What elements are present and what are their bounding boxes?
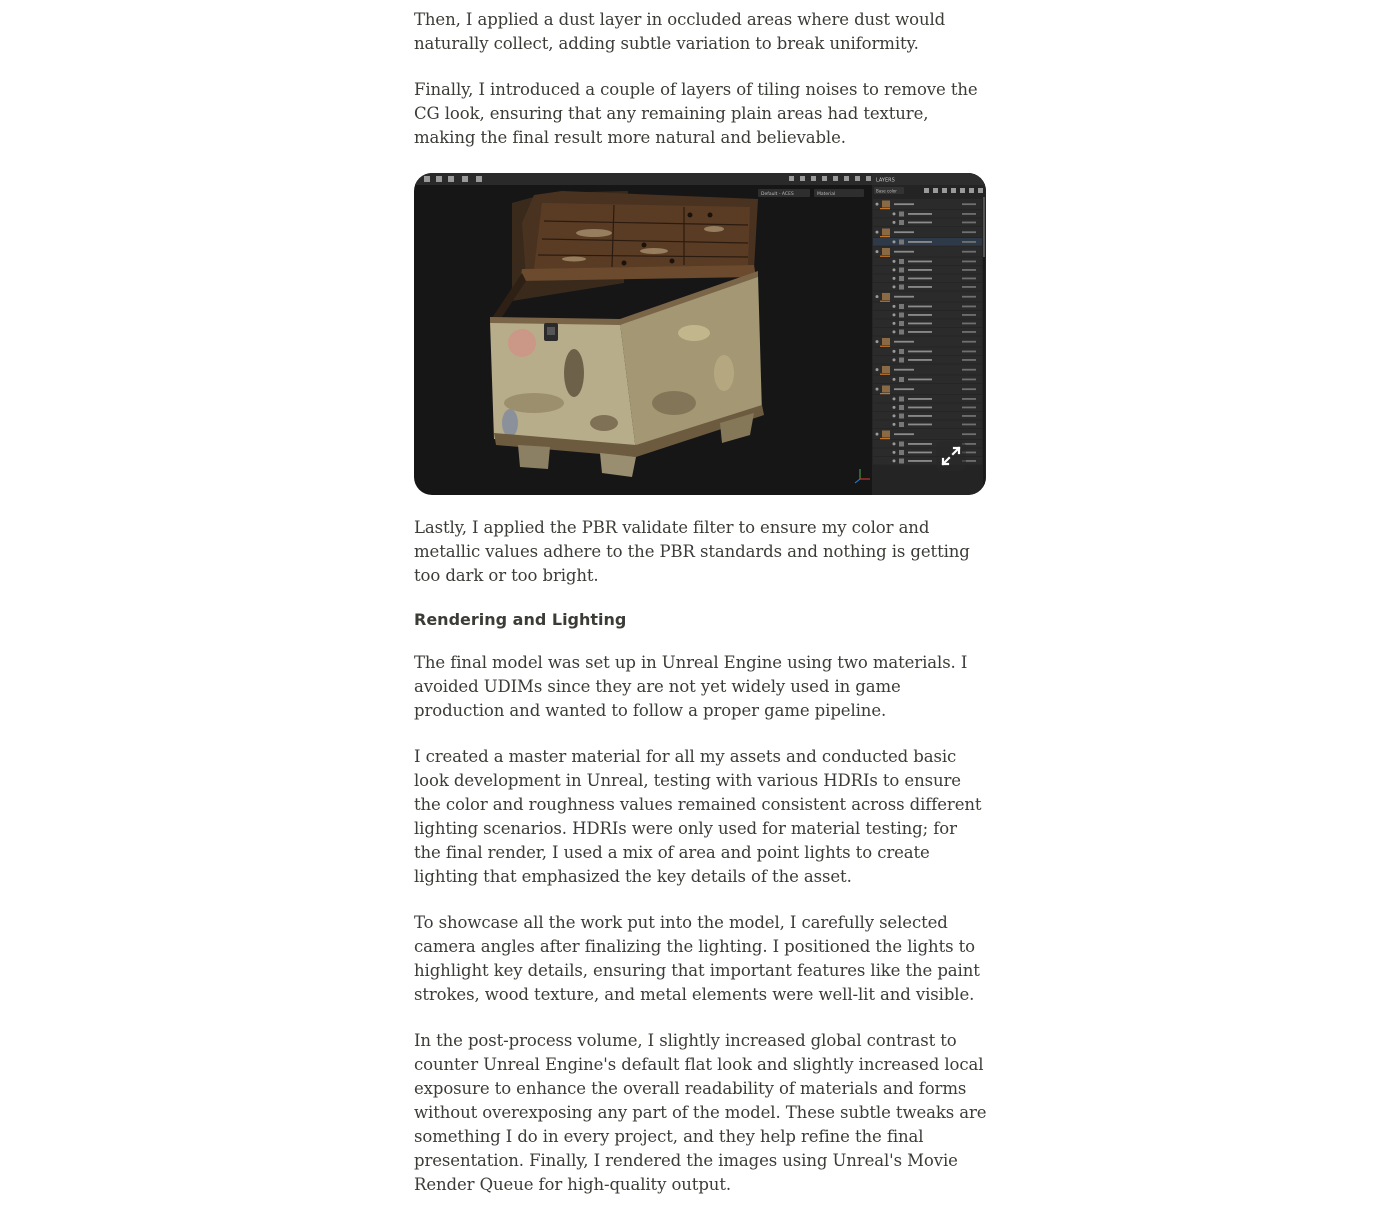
layer-name-line — [894, 369, 914, 371]
eye-icon[interactable] — [893, 358, 896, 361]
layer-name-line — [908, 331, 932, 333]
layer-blend-value — [962, 415, 976, 417]
expand-image-button[interactable] — [936, 441, 966, 471]
eye-icon[interactable] — [876, 433, 879, 436]
layer-blend-value — [962, 213, 976, 215]
layer-thumbnail — [882, 431, 890, 438]
layer-name-line — [908, 306, 932, 308]
layer-name-line — [908, 286, 932, 288]
layer-thumbnail — [882, 338, 890, 345]
layer-thumbnail — [899, 220, 904, 225]
article-figure-substance-painter-screenshot[interactable] — [414, 173, 986, 495]
eye-icon[interactable] — [893, 459, 896, 462]
layer-thumbnail — [899, 304, 904, 309]
layer-blend-value — [962, 351, 976, 353]
layer-name-line — [908, 278, 932, 280]
eye-icon[interactable] — [893, 423, 896, 426]
eye-icon[interactable] — [876, 295, 879, 298]
layer-blend-value — [962, 359, 976, 361]
layer-thumbnail — [899, 397, 904, 402]
layer-name-line — [908, 452, 932, 454]
layer-name-line — [908, 379, 932, 381]
layer-name-line — [908, 424, 932, 426]
eye-icon[interactable] — [893, 285, 896, 288]
layer-thumbnail — [899, 422, 904, 427]
viewport-preset-label: Default - ACES — [761, 192, 794, 197]
layer-thumbnail — [899, 285, 904, 290]
layer-name-line — [908, 241, 932, 243]
layer-thumbnail — [882, 201, 890, 208]
eye-icon[interactable] — [893, 277, 896, 280]
layer-thumbnail — [899, 450, 904, 455]
layer-thumbnail — [899, 268, 904, 273]
eye-icon[interactable] — [893, 406, 896, 409]
eye-icon[interactable] — [876, 368, 879, 371]
paragraph: In the post-process volume, I slightly increased global contrast to counter Unreal Engine's default flat look and slightly increased local exposure to enhance the overall readability of materials and forms without overexposing any part of the model. These subtle tweaks are something I do in every project, and they help refine the final presentation. Finally, I rendered the images using Unreal's Movie Render Queue for high-quality output. — [414, 1031, 987, 1194]
layer-blend-value — [962, 296, 976, 298]
layer-blend-value — [962, 398, 976, 400]
layer-accent-mark — [880, 256, 890, 257]
layer-accent-mark — [880, 301, 890, 302]
layer-name-line — [908, 323, 932, 325]
eye-icon[interactable] — [876, 388, 879, 391]
substance-painter-viewport — [414, 173, 986, 495]
eye-icon[interactable] — [876, 340, 879, 343]
eye-icon[interactable] — [893, 451, 896, 454]
eye-icon[interactable] — [893, 240, 896, 243]
eye-icon[interactable] — [893, 330, 896, 333]
layer-thumbnail — [882, 386, 890, 393]
eye-icon[interactable] — [876, 203, 879, 206]
layer-blend-value — [962, 222, 976, 224]
layer-blend-value — [962, 269, 976, 271]
layer-blend-value — [962, 314, 976, 316]
eye-icon[interactable] — [893, 260, 896, 263]
layer-name-line — [894, 296, 914, 298]
layer-accent-mark — [880, 236, 890, 237]
layer-accent-mark — [880, 374, 890, 375]
eye-icon[interactable] — [893, 305, 896, 308]
layer-thumbnail — [899, 442, 904, 447]
layer-blend-value — [962, 407, 976, 409]
layer-thumbnail — [882, 366, 890, 373]
layer-blend-value — [962, 379, 976, 381]
layer-name-line — [908, 351, 932, 353]
layer-thumbnail — [899, 330, 904, 335]
layer-name-line — [894, 231, 914, 233]
layer-name-line — [908, 222, 932, 224]
layer-accent-mark — [880, 346, 890, 347]
layer-thumbnail — [899, 414, 904, 419]
paragraph: To showcase all the work put into the model, I carefully selected camera angles after finalizing the lighting. I positioned the lights to highlight key details, ensuring that important features like the paint strokes, wood texture, and metal elements were well-lit and visible. — [414, 913, 980, 1004]
layer-blend-value — [962, 203, 976, 205]
layer-thumbnail — [899, 377, 904, 382]
layer-blend-value — [962, 388, 976, 390]
layer-name-line — [908, 415, 932, 417]
eye-icon[interactable] — [893, 397, 896, 400]
layer-blend-value — [962, 323, 976, 325]
layer-thumbnail — [899, 313, 904, 318]
eye-icon[interactable] — [893, 350, 896, 353]
layer-blend-value — [962, 331, 976, 333]
layer-thumbnail — [899, 349, 904, 354]
layer-name-line — [894, 341, 914, 343]
layer-name-line — [908, 359, 932, 361]
layer-blend-value — [962, 261, 976, 263]
layer-name-line — [908, 261, 932, 263]
layer-thumbnail — [899, 358, 904, 363]
layer-thumbnail — [899, 259, 904, 264]
paragraph: Lastly, I applied the PBR validate filter to ensure my color and metallic values adhere to the PBR standards and nothing is getting too dark or too bright. — [414, 518, 970, 585]
layer-blend-value — [962, 241, 976, 243]
layer-blend-value — [962, 251, 976, 253]
layer-thumbnail — [882, 293, 890, 300]
layer-name-line — [908, 269, 932, 271]
layer-name-line — [908, 213, 932, 215]
layer-blend-value — [962, 231, 976, 233]
layer-thumbnail — [882, 248, 890, 255]
eye-icon[interactable] — [893, 268, 896, 271]
layer-name-line — [894, 203, 914, 205]
eye-icon[interactable] — [876, 231, 879, 234]
layer-name-line — [894, 251, 914, 253]
layer-name-line — [908, 398, 932, 400]
eye-icon[interactable] — [893, 442, 896, 445]
layer-name-line — [908, 314, 932, 316]
eye-icon[interactable] — [893, 414, 896, 417]
eye-icon[interactable] — [893, 212, 896, 215]
layer-thumbnail — [899, 321, 904, 326]
paragraph: I created a master material for all my assets and conducted basic look development in Unreal, testing with various HDRIs to ensure the color and roughness values remained consistent across different lighting scenarios. HDRIs were only used for material testing; for the final render, I used a mix of area and point lights to create lighting that emphasized the key details of the asset. — [414, 747, 982, 886]
section-heading: Rendering and Lighting — [414, 610, 627, 629]
layer-blend-value — [962, 433, 976, 435]
layer-thumbnail — [899, 276, 904, 281]
paragraph: Finally, I introduced a couple of layers of tiling noises to remove the CG look, ensuring that any remaining plain areas had texture, making the final result more natural and believable. — [414, 80, 978, 147]
eye-icon[interactable] — [876, 250, 879, 253]
layer-accent-mark — [880, 438, 890, 439]
layer-accent-mark — [880, 393, 890, 394]
layer-blend-value — [962, 306, 976, 308]
eye-icon[interactable] — [893, 313, 896, 316]
paragraph: The final model was set up in Unreal Engine using two materials. I avoided UDIMs since they are not yet widely used in game production and wanted to follow a proper game pipeline. — [414, 653, 968, 720]
layers-panel-title: LAYERS — [876, 177, 895, 184]
layer-thumbnail — [899, 240, 904, 245]
expand-icon — [936, 441, 966, 471]
layer-blend-value — [962, 424, 976, 426]
layer-name-line — [908, 407, 932, 409]
layer-thumbnail — [882, 229, 890, 236]
eye-icon[interactable] — [893, 378, 896, 381]
layer-name-line — [908, 460, 932, 462]
layer-blend-value — [962, 341, 976, 343]
layer-thumbnail — [899, 405, 904, 410]
viewport-mode-label: Material — [817, 192, 836, 197]
layer-thumbnail — [899, 212, 904, 217]
layer-name-line — [894, 433, 914, 435]
layer-name-line — [894, 388, 914, 390]
paragraph: Then, I applied a dust layer in occluded areas where dust would naturally collect, adding subtle variation to break uniformity. — [414, 10, 946, 53]
layer-blend-value — [962, 286, 976, 288]
eye-icon[interactable] — [893, 221, 896, 224]
eye-icon[interactable] — [893, 322, 896, 325]
layer-blend-value — [962, 278, 976, 280]
layer-name-line — [908, 443, 932, 445]
layer-thumbnail — [899, 459, 904, 464]
layer-blend-value — [962, 369, 976, 371]
blend-mode-label: Base color — [876, 188, 897, 194]
layer-accent-mark — [880, 208, 890, 209]
